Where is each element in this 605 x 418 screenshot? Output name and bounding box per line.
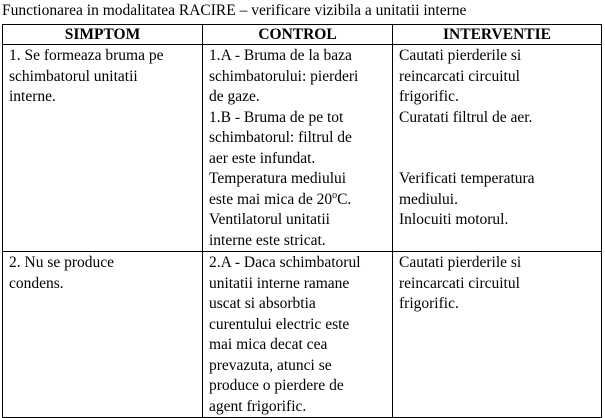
cell-text: Curatati filtrul de aer. — [399, 108, 533, 126]
cell-text: mai mica decat cea — [209, 336, 328, 353]
cell-text: Cautati pierderile si — [399, 47, 522, 64]
cell-text: 2. Nu se produce — [9, 254, 115, 271]
intervention-cell — [393, 45, 602, 252]
cell-text: Cautati pierderile si — [399, 254, 522, 271]
table-row — [3, 252, 602, 418]
cell-text: reincarcati circuitul — [399, 67, 520, 85]
troubleshooting-table — [2, 24, 602, 418]
intervention-cell — [393, 252, 602, 418]
cell-text: interne. — [9, 88, 56, 105]
cell-text: Ventilatorul unitatii — [209, 211, 330, 228]
degree-superscript: o — [332, 189, 338, 201]
cell-text: frigorific. — [399, 295, 459, 312]
cell-text: prevazuta, atunci se — [209, 356, 332, 374]
cell-text: schimbatorul unitatii — [9, 67, 138, 85]
cell-text: uscat si absorbtia — [209, 295, 316, 312]
cell-text: 1. Se formeaza bruma pe — [9, 47, 164, 64]
document-title: Functionarea in modalitatea RACIRE – verificare vizibila a unitatii interne — [2, 2, 467, 19]
header-control: CONTROL — [203, 25, 393, 45]
temperature-unit: C. — [337, 190, 352, 208]
cell-text: Verificati temperatura — [399, 170, 535, 187]
control-cell — [203, 252, 393, 418]
table-row — [3, 45, 602, 252]
cell-text: condens. — [9, 274, 64, 292]
temperature-line — [209, 190, 386, 211]
cell-text: agent frigorific. — [209, 397, 307, 415]
cell-text: este mai mica de 20 — [209, 190, 333, 208]
cell-text: interne este stricat. — [209, 231, 326, 249]
blank-line — [399, 128, 595, 149]
cell-text: schimbatorului: pierderi — [209, 67, 359, 85]
cell-text: de gaze. — [209, 88, 260, 105]
cell-text: schimbatorul: filtrul de — [209, 129, 352, 146]
cell-text: 1.B - Bruma de pe tot — [209, 108, 344, 126]
cell-text: Inlocuiti motorul. — [399, 211, 509, 228]
cell-text: aer este infundat. — [209, 149, 316, 167]
symptom-cell — [3, 252, 203, 418]
cell-text: reincarcati circuitul — [399, 274, 520, 292]
symptom-cell — [3, 45, 203, 252]
table-header-row — [3, 25, 602, 45]
header-intervention: INTERVENTIE — [393, 25, 602, 45]
cell-text: curentului electric este — [209, 315, 350, 333]
blank-line — [399, 149, 595, 170]
cell-text: Temperatura mediului — [209, 170, 347, 187]
header-symptom: SIMPTOM — [3, 25, 203, 45]
cell-text: unitatii interne ramane — [209, 274, 350, 292]
control-cell — [203, 45, 393, 252]
cell-text: 1.A - Bruma de la baza — [209, 47, 352, 64]
cell-text: mediului. — [399, 190, 458, 208]
cell-text: frigorific. — [399, 88, 459, 105]
cell-text: 2.A - Daca schimbatorul — [209, 254, 361, 271]
cell-text: produce o pierdere de — [209, 377, 344, 394]
